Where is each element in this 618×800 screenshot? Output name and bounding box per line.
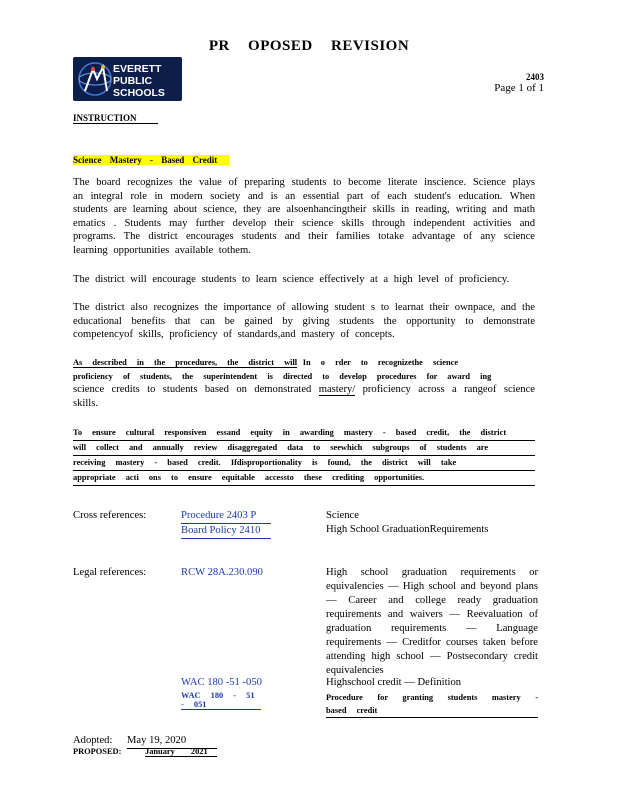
cross-references-descriptions — [326, 509, 488, 537]
paragraph-4-line3b: proficiency across a rangeof science skills. — [73, 384, 535, 409]
wac-description-1: Highschool credit — Definition — [326, 677, 462, 688]
board-policy-link[interactable]: Board Policy 2410 — [181, 524, 271, 539]
paragraph-4-line3a: science credits to students based on demonstrated — [73, 384, 312, 395]
district-logo — [73, 57, 182, 101]
paragraph-3: The district also recognizes the importance of allowing student s to learnat their ownpace, and the educational benefits that can be gained by giving students the opportunity to demonstrate competencyof skills, proficiency of standards,and mastery of concepts. — [73, 302, 535, 340]
paragraph-2: The district will encourage students to learn science effectively at a high level of proficiency. — [73, 274, 510, 285]
paragraph-5-line2: will collect and annually review disaggregated data to seewhich subgroups of students are — [73, 441, 535, 456]
policy-heading: Science Mastery - Based Credit — [73, 155, 229, 165]
paragraph-5-line3: receiving mastery - based credit. Ifdisproportionality is found, the district will take — [73, 456, 535, 471]
rcw-description: High school graduation requirements or equivalencies — High school and beyond plans — Career and college ready graduation requirements and waivers — Reevaluation of graduation requirements — Language requirements — Creditfor courses taken before attending high school — Postsecondary credit equivalencies — [326, 567, 538, 676]
paragraph-5 — [73, 426, 535, 486]
proposed-date: January 2021 — [145, 747, 217, 757]
legal-references-label: Legal references: — [73, 567, 147, 578]
logo-line1: EVERETT — [113, 63, 162, 75]
adopted-label: Adopted: — [73, 735, 113, 746]
proposed-label: PROPOSED: — [73, 747, 122, 756]
wac-description-2: Procedure for granting students mastery - based credit — [326, 691, 538, 718]
page-info — [488, 72, 544, 94]
policy-number: 2403 — [526, 72, 544, 82]
cross-references-label: Cross references: — [73, 510, 147, 521]
procedure-link[interactable]: Procedure 2403 P — [181, 509, 271, 524]
paragraph-5-line1: To ensure cultural responsiven essand equity in awarding mastery - based credit, the district — [73, 426, 535, 441]
document-title: PR OPOSED REVISION — [208, 38, 410, 54]
struck-mastery: mastery/ — [318, 384, 356, 395]
wac-code-2: WAC 180 - 51 - 051 — [181, 691, 261, 710]
cross-references-codes — [181, 509, 271, 539]
logo-line2: PUBLIC — [113, 75, 153, 87]
logo-line3: SCHOOLS — [113, 87, 165, 99]
section-label: INSTRUCTION — [73, 113, 158, 124]
rcw-code: RCW 28A.230.090 — [181, 567, 263, 578]
paragraph-4-line2: proficiency of students, the superintendent is directed to develop procedures for award ing — [73, 371, 492, 381]
paragraph-4 — [73, 356, 535, 410]
paragraph-1: The board recognizes the value of preparing students to become literate inscience. Science plays an integral role in modern society and is an essential part of each student's education. When students are learning about science, they are alsoenhancingtheir skills in reading, writing and math ematics . Students may further develop their science skills through independent activities and programs. The district encourages students and their families totake advantage of any science learning opportunities available tothem. — [73, 177, 535, 256]
inserted-text: In o rder to recognizethe science — [302, 358, 459, 367]
page-label: Page 1 of 1 — [494, 82, 544, 94]
paragraph-5-line4: appropriate acti ons to ensure equitable accessto these crediting opportunities. — [73, 471, 535, 486]
adopted-date: May 19, 2020 — [127, 734, 217, 749]
cross-ref-desc: Science — [326, 510, 359, 521]
cross-ref-desc: High School GraduationRequirements — [326, 524, 489, 535]
wac-code-1: WAC 180 -51 -050 — [181, 677, 262, 688]
struck-text: As described in the procedures, the district will — [73, 358, 298, 367]
